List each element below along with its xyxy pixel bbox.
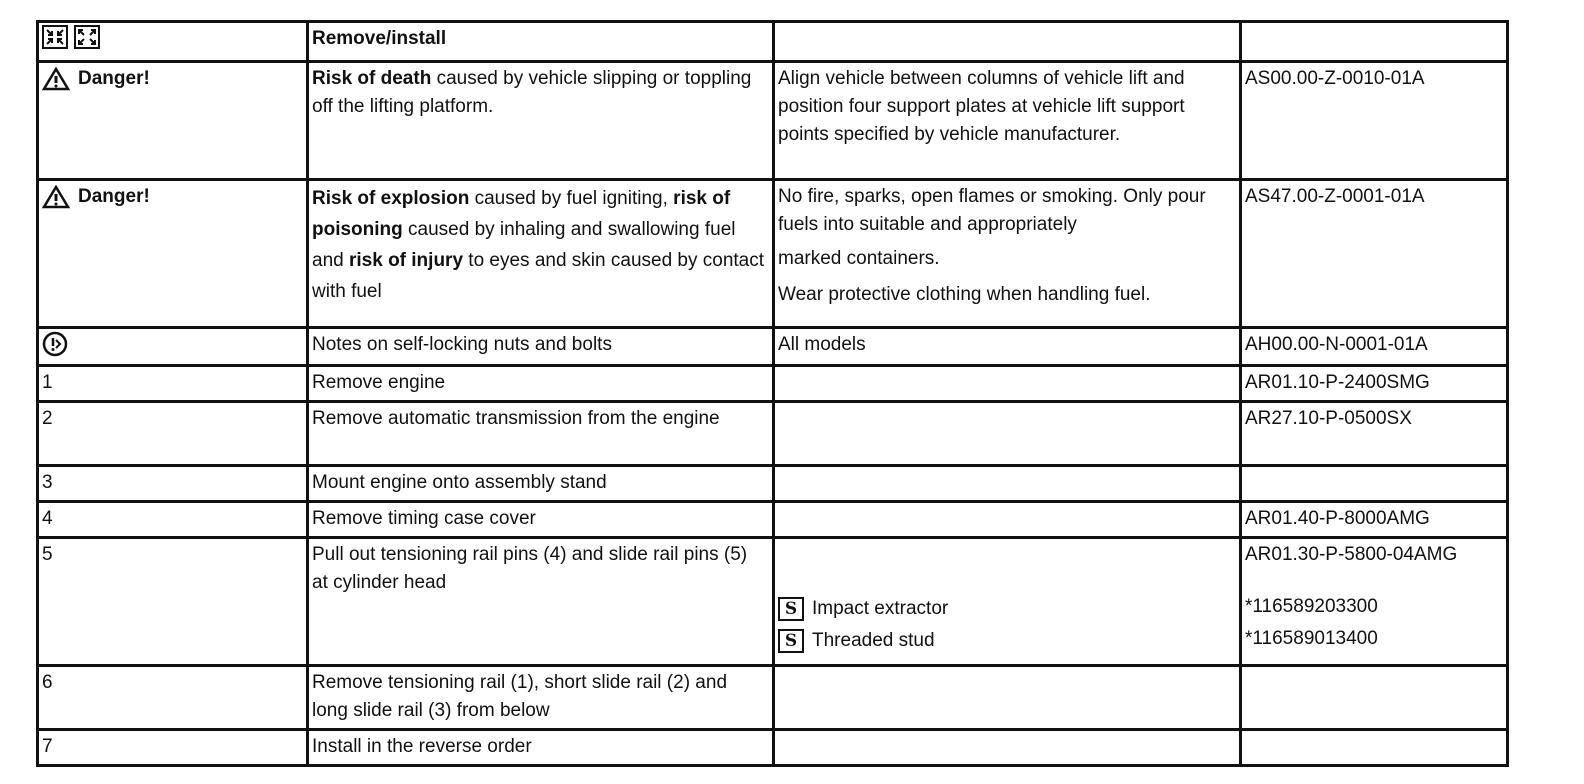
shrink-icon xyxy=(42,25,70,51)
step-row: 4 Remove timing case cover AR01.40-P-8000AMG xyxy=(38,502,1508,538)
danger-label xyxy=(42,65,150,93)
danger-reference: AS00.00-Z-0010-01A xyxy=(1241,62,1508,180)
measure-line: Wear protective clothing when handling fuel. xyxy=(778,284,1151,305)
special-tool-icon: S xyxy=(778,629,804,653)
header-title: Remove/install xyxy=(308,22,774,62)
danger-row-lift xyxy=(38,62,1508,180)
note-row xyxy=(38,328,1508,366)
danger-measure: Align vehicle between columns of vehicle lift and position four support plates at vehicle lift support points specified by vehicle manufacturer. xyxy=(774,62,1241,180)
note-text: Notes on self-locking nuts and bolts xyxy=(308,328,774,366)
danger-text: Danger! xyxy=(78,68,150,89)
danger-description: Risk of death caused by vehicle slipping or toppling off the lifting platform. xyxy=(308,62,774,180)
note-reference: AH00.00-N-0001-01A xyxy=(1241,328,1508,366)
special-tool-icon: S xyxy=(778,597,804,621)
tool-item xyxy=(778,625,1235,657)
step-row: 2 Remove automatic transmission from the engine AR27.10-P-0500SX xyxy=(38,402,1508,466)
danger-text: Danger! xyxy=(78,186,150,207)
danger-measure xyxy=(774,180,1241,328)
warning-triangle-icon xyxy=(42,185,72,209)
header-row xyxy=(38,22,1508,62)
measure-line: marked containers. xyxy=(778,248,940,269)
tool-item xyxy=(778,593,1235,625)
step-row: 7 Install in the reverse order xyxy=(38,730,1508,766)
note-icon xyxy=(42,331,70,357)
step-row: 5 Pull out tensioning rail pins (4) and slide rail pins (5) at cylinder head S Impact extractor S Threaded stud AR01.30-P-5800-04AMG *116589203300 *116589013400 xyxy=(38,538,1508,666)
danger-label xyxy=(42,183,150,211)
danger-row-fuel xyxy=(38,180,1508,328)
step-row: 3 Mount engine onto assembly stand xyxy=(38,466,1508,502)
header-empty-cell xyxy=(774,22,1241,62)
danger-description: Risk of explosion caused by fuel igniting, risk of poisoning caused by inhaling and swallowing fuel and risk of injury to eyes and skin caused by contact with fuel xyxy=(308,180,774,328)
note-scope: All models xyxy=(774,328,1241,366)
measure-line: No fire, sparks, open flames or smoking. Only pour fuels into suitable and appropriately xyxy=(778,186,1206,235)
tool-part-number: *116589013400 xyxy=(1245,628,1378,649)
expand-icon xyxy=(74,25,102,51)
header-icons-cell xyxy=(38,22,308,62)
step-row: 6 Remove tensioning rail (1), short slide rail (2) and long slide rail (3) from below xyxy=(38,666,1508,730)
tool-part-number: *116589203300 xyxy=(1245,596,1378,617)
procedure-table xyxy=(36,20,1509,767)
tool-name: Impact extractor xyxy=(812,598,949,619)
danger-reference: AS47.00-Z-0001-01A xyxy=(1241,180,1508,328)
warning-triangle-icon xyxy=(42,67,72,91)
header-empty-cell xyxy=(1241,22,1508,62)
refs-cell: AR01.30-P-5800-04AMG *116589203300 *116589013400 xyxy=(1241,538,1508,666)
tool-name: Threaded stud xyxy=(812,630,935,651)
step-row: 1 Remove engine AR01.10-P-2400SMG xyxy=(38,366,1508,402)
tools-cell xyxy=(774,538,1241,666)
